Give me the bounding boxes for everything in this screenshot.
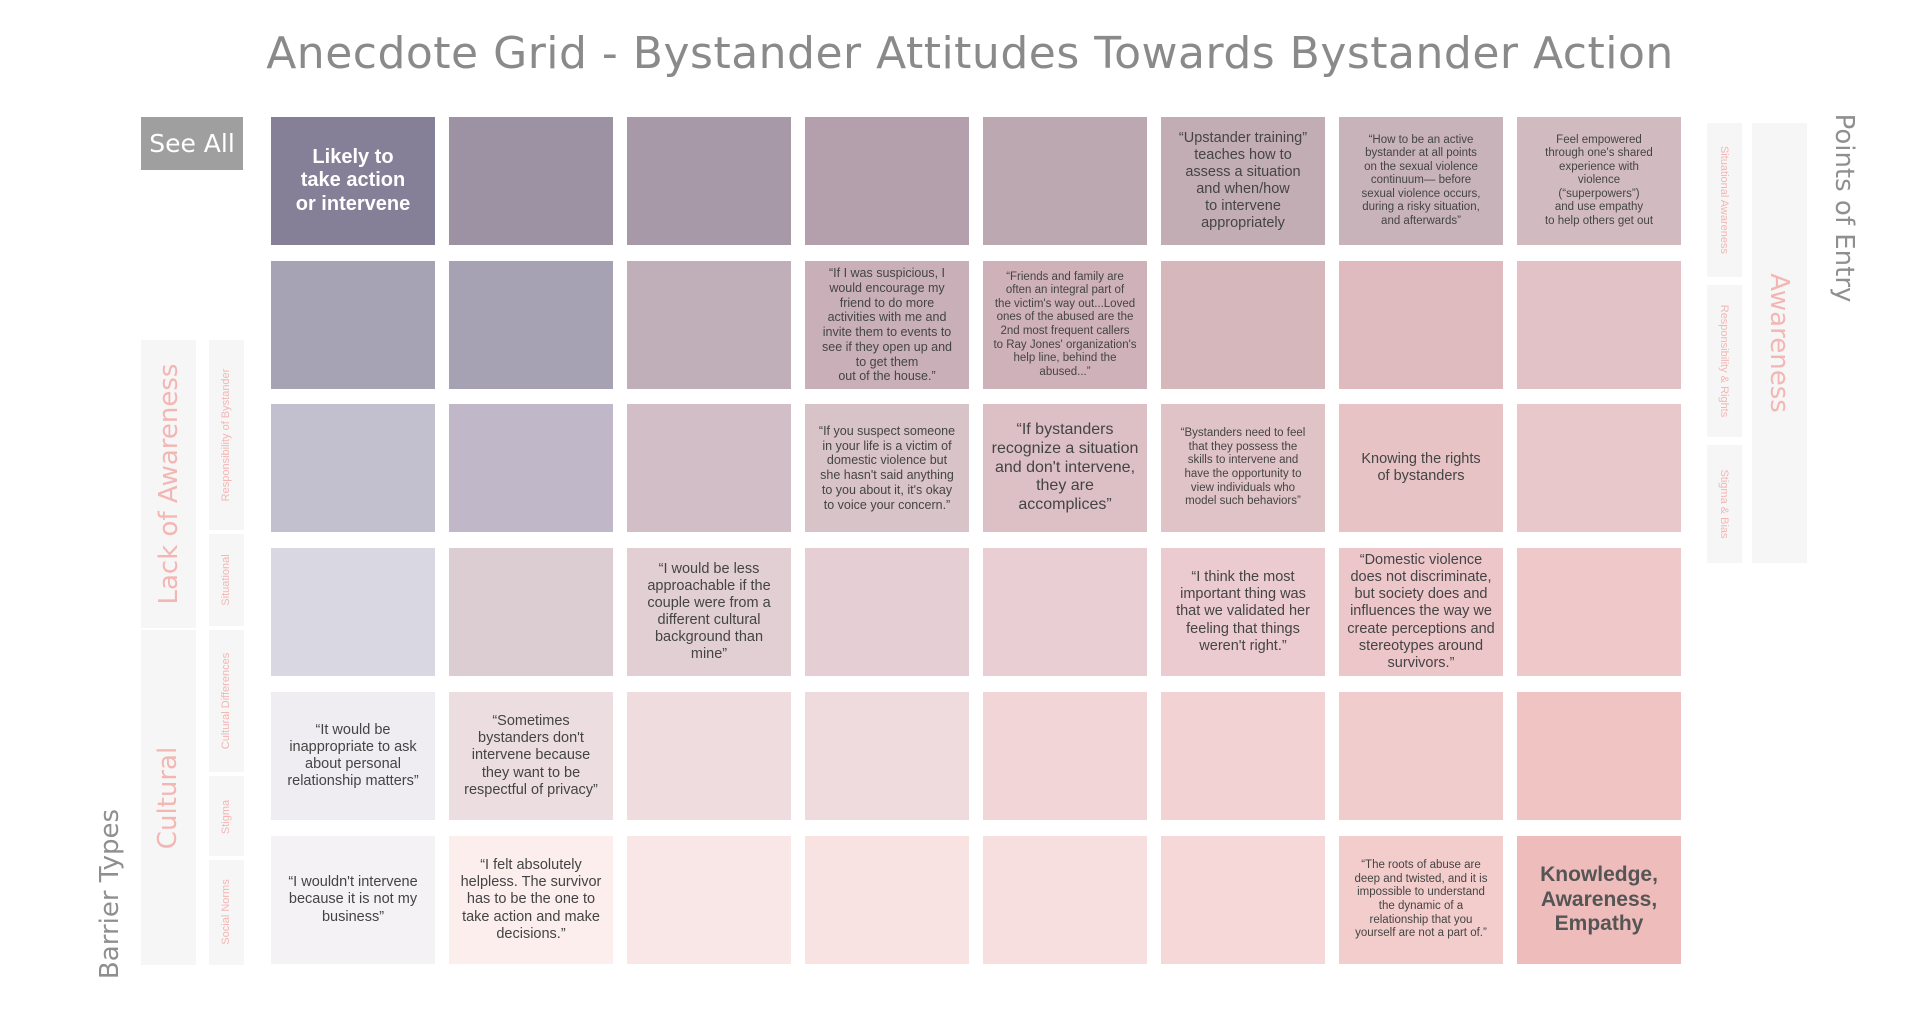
grid-cell [1161, 261, 1325, 389]
grid-cell-text: Knowing the rights of bystanders [1361, 450, 1481, 484]
grid-cell [627, 692, 791, 820]
grid-cell [805, 836, 969, 964]
grid-cell-text: Feel empowered through one's shared experience with violence (“superpowers”) and use empathy to help others get out [1544, 133, 1654, 227]
grid-cell-text: “Upstander training” teaches how to assess a situation and when/how to intervene appropriately [1178, 129, 1308, 232]
grid-cell-text: “If you suspect someone in your life is a victim of domestic violence but she hasn't said anything to you about it, it's okay to voice your concern.” [818, 423, 956, 512]
grid-cell-text: “Sometimes bystanders don't intervene because they want to be respectful of privacy” [464, 713, 598, 798]
grid-cell [1161, 548, 1325, 676]
sub-label-situational: Situational [220, 554, 232, 606]
grid-cell [805, 548, 969, 676]
awareness-label: Awareness [1764, 273, 1794, 413]
grid-cell [1517, 692, 1681, 820]
see-all-button[interactable]: See All [141, 117, 243, 170]
grid-cell [1517, 548, 1681, 676]
cultural-label: Cultural [153, 746, 183, 850]
grid-cell [1517, 117, 1681, 245]
grid-cell [1161, 836, 1325, 964]
grid-cell [627, 404, 791, 532]
grid-cell [805, 692, 969, 820]
grid-cell [627, 548, 791, 676]
grid-cell [983, 692, 1147, 820]
grid-cell-text: “Bystanders need to feel that they possess the skills to intervene and have the opportunity to view individuals who model such behaviors” [1180, 427, 1306, 508]
grid-cell [983, 117, 1147, 245]
situational-awareness-label: Situational Awareness [1718, 145, 1730, 255]
grid-cell [805, 261, 969, 389]
grid-cell [1339, 548, 1503, 676]
grid-cell-text: Likely to take action or intervene [295, 145, 411, 215]
grid-cell [271, 692, 435, 820]
grid-cell-text: “If bystanders recognize a situation and don't intervene, they are accomplices” [991, 420, 1139, 514]
grid-cell [983, 836, 1147, 964]
grid-cell [1339, 117, 1503, 245]
sub-label-social-norms: Social Norms [220, 879, 232, 945]
points-of-entry-axis-label: Points of Entry [1829, 113, 1859, 303]
grid-cell [627, 836, 791, 964]
grid-cell [627, 117, 791, 245]
grid-cell-text: Knowledge, Awareness, Empathy [1540, 862, 1658, 936]
page-title: Anecdote Grid - Bystander Attitudes Towards Bystander Action [266, 28, 1674, 79]
grid-cell [627, 261, 791, 389]
grid-cell-text: “I think the most important thing was that we validated her feeling that things weren't right.” [1176, 569, 1310, 654]
barrier-types-axis-label: Barrier Types [95, 808, 125, 980]
grid-cell [1339, 836, 1503, 964]
grid-cell [271, 261, 435, 389]
grid-cell [449, 261, 613, 389]
grid-cell [449, 548, 613, 676]
sub-label-responsibility: Responsibility of Bystander [220, 368, 232, 502]
grid-cell [1161, 404, 1325, 532]
grid-cell [271, 836, 435, 964]
grid-cell [983, 548, 1147, 676]
grid-cell [1339, 404, 1503, 532]
grid-cell [805, 117, 969, 245]
grid-cell-text: “I felt absolutely helpless. The survivor has to be the one to take action and make decisions.” [460, 857, 602, 942]
grid-cell [449, 117, 613, 245]
grid-cell-text: “It would be inappropriate to ask about personal relationship matters” [287, 721, 419, 790]
grid-cell [271, 117, 435, 245]
grid-cell-text: “How to be an active bystander at all points on the sexual violence continuum— before sexual violence occurs, during a risky situation, and afterwards” [1361, 133, 1481, 227]
grid-cell-text: “The roots of abuse are deep and twisted, and it is impossible to understand the dynamic of a relationship that you yourself are not a part of.” [1354, 859, 1488, 940]
responsibility-rights-label: Responsibility & Rights [1718, 304, 1730, 418]
grid-cell [1339, 692, 1503, 820]
grid-cell [983, 261, 1147, 389]
stigma-bias-label: Stigma & Bias [1718, 469, 1730, 539]
grid-cell [1161, 117, 1325, 245]
grid-cell-text: “Domestic violence does not discriminate, but society does and influences the way we create perceptions and stereotypes around survivors.” [1347, 552, 1495, 671]
grid-cell [271, 404, 435, 532]
grid-cell [1517, 261, 1681, 389]
grid-cell [1339, 261, 1503, 389]
grid-cell [805, 404, 969, 532]
grid-cell-text: “If I was suspicious, I would encourage my friend to do more activities with me and invite them to events to see if they open up and to get them out of the house.” [822, 266, 952, 384]
lack-of-awareness-label: Lack of Awareness [154, 363, 184, 605]
grid-cell-text: “Friends and family are often an integral part of the victim's way out...Loved ones of the abused are the 2nd most frequent callers to Ray Jones' organization's help line, behind the abused...” [993, 270, 1137, 378]
grid-cell [449, 404, 613, 532]
grid-cell [983, 404, 1147, 532]
grid-cell-text: “I would be less approachable if the couple were from a different cultural background than mine” [647, 560, 771, 663]
grid-cell [1517, 404, 1681, 532]
grid-cell [271, 548, 435, 676]
grid-cell-text: “I wouldn't intervene because it is not my business” [288, 874, 418, 925]
grid-cell [1517, 836, 1681, 964]
grid-cell [449, 692, 613, 820]
sub-label-stigma: Stigma [220, 799, 232, 835]
grid-cell [449, 836, 613, 964]
grid-cell [1161, 692, 1325, 820]
sub-label-cultural-differences: Cultural Differences [220, 652, 232, 750]
